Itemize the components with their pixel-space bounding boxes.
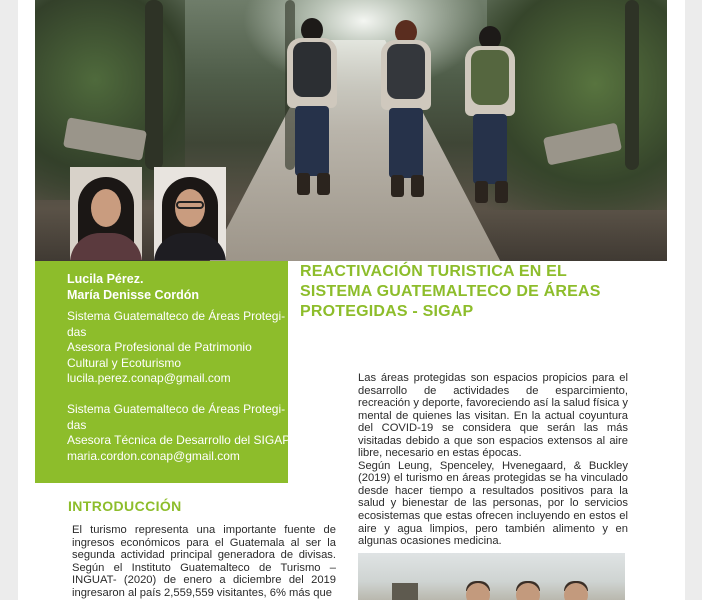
section-heading: INTRODUCCIÓN xyxy=(68,498,182,514)
author-names: Lucila Pérez. María Denisse Cordón xyxy=(67,272,199,302)
author-affiliation: Sistema Guatemalteco de Áreas Protegi- das Asesora Técnica de Desarrollo del SIGAP maria.cordon.conap@gmail.com xyxy=(67,402,291,463)
author-portrait-lucila xyxy=(70,167,142,260)
introduction-text xyxy=(72,524,336,599)
author-email: lucila.perez.conap@gmail.com xyxy=(67,371,231,385)
document-page xyxy=(18,0,685,600)
body-paragraph: El turismo representa una importante fuente de ingresos económicos para el Guatemala al ser la segunda actividad principal generadora de divisas. Según el Instituto Guatemalteco de Turismo –INGUAT- (2020) de enero a diciembre del 2019 ingresaron al país 2,559,559 visitantes, 6% más que xyxy=(72,524,336,599)
author-info-box xyxy=(35,261,291,483)
body-paragraph: Las áreas protegidas son espacios propicios para el desarrollo de actividades de esparcimiento, recreación y deporte, favoreciendo así la salud física y mental de quienes las visitan. En la actual coyuntura del COVID-19 se considera que serán las más visitadas debido a que son espacios extensos al aire libre, necesario en estas épocas. xyxy=(358,372,628,460)
author-affiliation: Sistema Guatemalteco de Áreas Protegi- das Asesora Profesional de Patrimonio Cultural y Ecoturismo lucila.perez.conap@gmail.com xyxy=(67,309,286,385)
right-column-text xyxy=(358,372,628,548)
author-email: maria.cordon.conap@gmail.com xyxy=(67,448,240,463)
group-photo xyxy=(358,553,625,600)
article-title: REACTIVACIÓN TURISTICA EN EL SISTEMA GUATEMALTECO DE ÁREAS PROTEGIDAS - SIGAP xyxy=(300,263,601,320)
body-paragraph: Según Leung, Spenceley, Hvenegaard, & Buckley (2019) el turismo en áreas protegidas se ha vinculado desde hacer tiempo a resultados positivos para la salud y bienestar de las personas, por lo servicios ecosistemas que estas ofrecen incluyendo en estos el aire y agua limpios, pero también alimento y en algunas ocasiones medicina. xyxy=(358,459,628,548)
author-portrait-maria xyxy=(154,167,226,260)
